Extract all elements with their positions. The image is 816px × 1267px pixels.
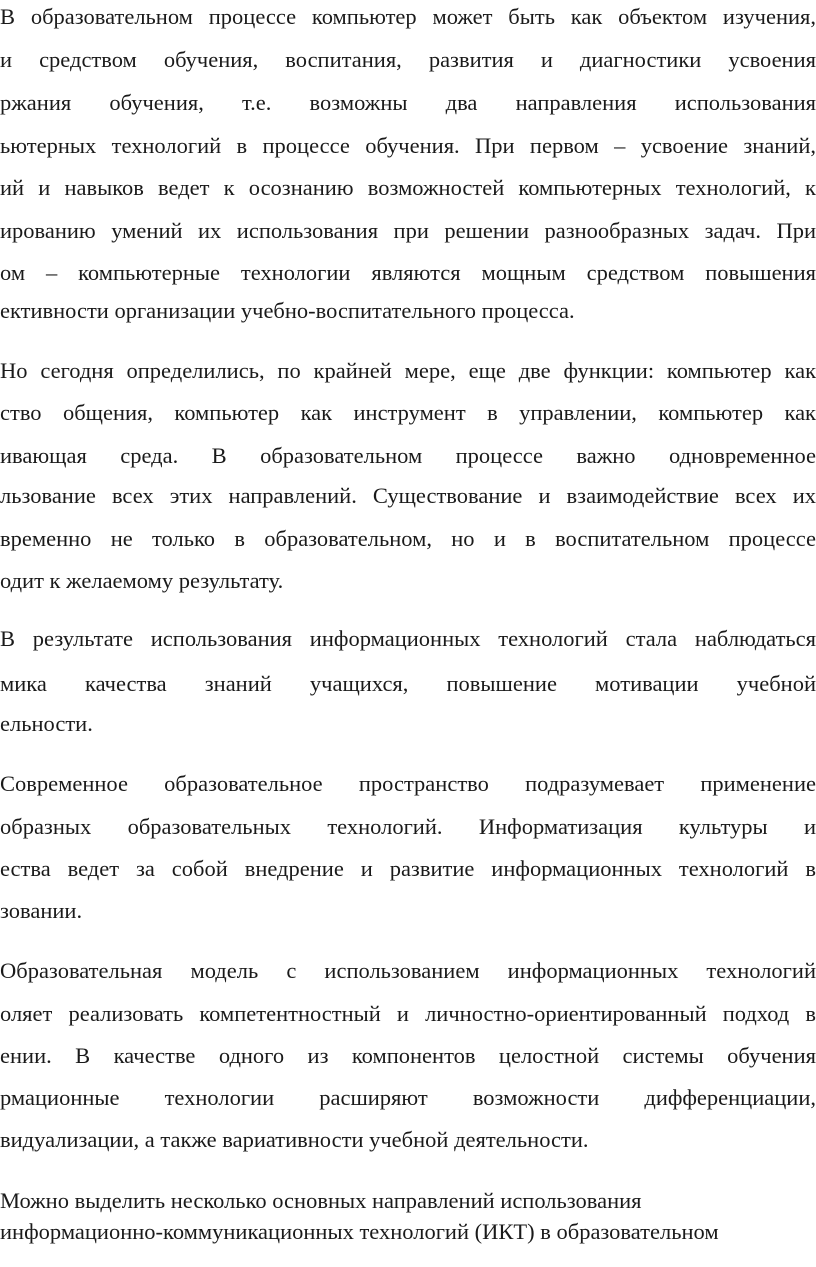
paragraph-6-line-2: информационно-коммуникационных технологий (ИКТ) в образовательном <box>0 1219 719 1244</box>
paragraph-4-line-1: Современное образовательное пространство подразумевает применение <box>0 771 816 796</box>
paragraph-2-line-1: Но сегодня определились, по крайней мере, еще две функции: компьютер как <box>0 358 816 383</box>
paragraph-1-line-5: ий и навыков ведет к осознанию возможностей компьютерных технологий, к <box>0 175 816 200</box>
paragraph-3-line-1: В результате использования информационных технологий стала наблюдаться <box>0 626 816 651</box>
paragraph-2-line-6: одит к желаемому результату. <box>0 568 284 593</box>
paragraph-1-line-8: ективности организации учебно-воспитательного процесса. <box>0 298 575 323</box>
paragraph-1-line-6: ированию умений их использования при решении разнообразных задач. При <box>0 218 816 243</box>
paragraph-2-line-3: ивающая среда. В образовательном процессе важно одновременное <box>0 443 816 468</box>
paragraph-1-line-3: ржания обучения, т.е. возможны два направления использования <box>0 90 816 115</box>
paragraph-2-line-2: ство общения, компьютер как инструмент в управлении, компьютер как <box>0 400 816 425</box>
paragraph-3-line-2: мика качества знаний учащихся, повышение мотивации учебной <box>0 671 816 696</box>
paragraph-4-line-3: ества ведет за собой внедрение и развитие информационных технологий в <box>0 856 816 881</box>
paragraph-5-line-4: рмационные технологии расширяют возможности дифференциации, <box>0 1085 816 1110</box>
paragraph-3-line-3: ельности. <box>0 711 93 736</box>
paragraph-1-line-4: ьютерных технологий в процессе обучения. При первом – усвоение знаний, <box>0 133 816 158</box>
paragraph-5-line-3: ении. В качестве одного из компонентов целостной системы обучения <box>0 1043 816 1068</box>
paragraph-1-line-7: ом – компьютерные технологии являются мощным средством повышения <box>0 260 816 285</box>
paragraph-1-line-2: и средством обучения, воспитания, развития и диагностики усвоения <box>0 47 816 72</box>
paragraph-6-line-1: Можно выделить несколько основных направлений использования <box>0 1188 642 1213</box>
paragraph-5-line-1: Образовательная модель с использованием информационных технологий <box>0 958 816 983</box>
paragraph-2-line-5: временно не только в образовательном, но и в воспитательном процессе <box>0 526 816 551</box>
paragraph-1-line-1: В образовательном процессе компьютер может быть как объектом изучения, <box>0 4 816 29</box>
paragraph-5-line-5: видуализации, а также вариативности учебной деятельности. <box>0 1127 589 1152</box>
paragraph-2-line-4: льзование всех этих направлений. Существование и взаимодействие всех их <box>0 483 816 508</box>
paragraph-5-line-2: оляет реализовать компетентностный и личностно-ориентированный подход в <box>0 1001 816 1026</box>
paragraph-4-line-2: образных образовательных технологий. Информатизация культуры и <box>0 814 816 839</box>
paragraph-4-line-4: зовании. <box>0 898 83 923</box>
